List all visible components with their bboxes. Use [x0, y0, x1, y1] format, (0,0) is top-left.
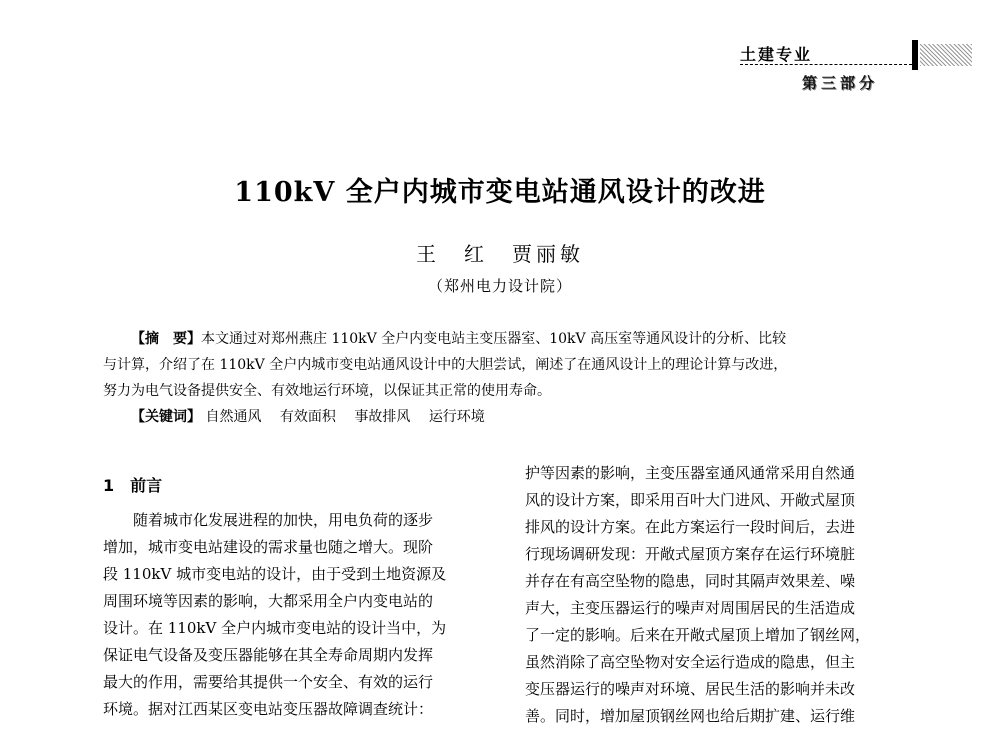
- keywords-label: 【关键词】: [131, 409, 201, 425]
- body-line: 变压器运行的噪声对环境、居民生活的影响并未改: [525, 680, 856, 698]
- header-rule: [740, 64, 912, 65]
- keyword: 自然通风: [205, 409, 262, 425]
- body-line: 了一定的影响。后来在开敞式屋顶上增加了钢丝网，: [525, 626, 871, 644]
- body-line: 段 110kV 城市变电站的设计，由于受到土地资源及: [103, 565, 447, 583]
- keyword: 事故排风: [354, 409, 411, 425]
- keyword: 有效面积: [279, 409, 336, 425]
- body-line: 并存在有高空坠物的隐患，同时其隔声效果差、噪: [525, 572, 856, 590]
- paper-title: 110kV 全户内城市变电站通风设计的改进: [234, 177, 766, 208]
- header-bar: [912, 40, 918, 70]
- body-line: 风的设计方案，即采用百叶大门进风、开敞式屋顶: [525, 491, 856, 509]
- section-title: 前言: [130, 476, 163, 495]
- section-heading: [103, 472, 489, 499]
- abstract: [103, 326, 913, 430]
- body-line: 虽然消除了高空坠物对安全运行造成的隐患，但主: [525, 653, 856, 671]
- body-line: 随着城市化发展进程的加快，用电负荷的逐步: [133, 511, 434, 529]
- abstract-line: 努力为电气设备提供安全、有效地运行环境，以保证其正常的使用寿命。: [103, 383, 551, 399]
- paper-authors: 王 红 贾丽敏: [416, 242, 584, 266]
- body-line: 增加，城市变电站建设的需求量也随之增大。现阶: [103, 538, 434, 556]
- abstract-line: 与计算，介绍了在 110kV 全户内城市变电站通风设计中的大胆尝试，阐述了在通风设计上的理论计算与改进，: [103, 357, 788, 373]
- header-section: 第三部分: [802, 74, 879, 92]
- body-line: 最大的作用，需要给其提供一个安全、有效的运行: [103, 673, 434, 691]
- abstract-label: 【摘 要】: [131, 331, 201, 347]
- body-line: 保证电气设备及变压器能够在其全寿命周期内发挥: [103, 646, 434, 664]
- abstract-line: 本文通过对郑州燕庄 110kV 全户内变电站主变压器室、10kV 高压室等通风设计的分析、比较: [201, 331, 787, 347]
- section-number: 1: [103, 476, 115, 495]
- body-line: 声大，主变压器运行的噪声对周围居民的生活造成: [525, 599, 856, 617]
- body-line: 善。同时，增加屋顶钢丝网也给后期扩建、运行维: [525, 707, 856, 725]
- keyword: 运行环境: [428, 409, 485, 425]
- body-line: 排风的设计方案。在此方案运行一段时间后，去进: [525, 518, 856, 536]
- paper-affiliation: （郑州电力设计院）: [427, 277, 572, 295]
- header-category: 土建专业: [740, 45, 813, 64]
- body-line: 护等因素的影响，主变压器室通风通常采用自然通: [525, 464, 856, 482]
- body-line: 环境。据对江西某区变电站变压器故障调查统计：: [103, 700, 434, 718]
- running-header: [740, 38, 972, 98]
- abstract-paragraph: [103, 326, 913, 352]
- header-pattern: [920, 44, 972, 66]
- keywords: [103, 404, 913, 430]
- body-line: 设计。在 110kV 全户内城市变电站的设计当中，为: [103, 619, 447, 637]
- body-line: 行现场调研发现：开敞式屋顶方案存在运行环境脏: [525, 545, 856, 563]
- body-line: 周围环境等因素的影响，大都采用全户内变电站的: [103, 592, 434, 610]
- right-column: [525, 460, 913, 730]
- left-column: [103, 460, 489, 723]
